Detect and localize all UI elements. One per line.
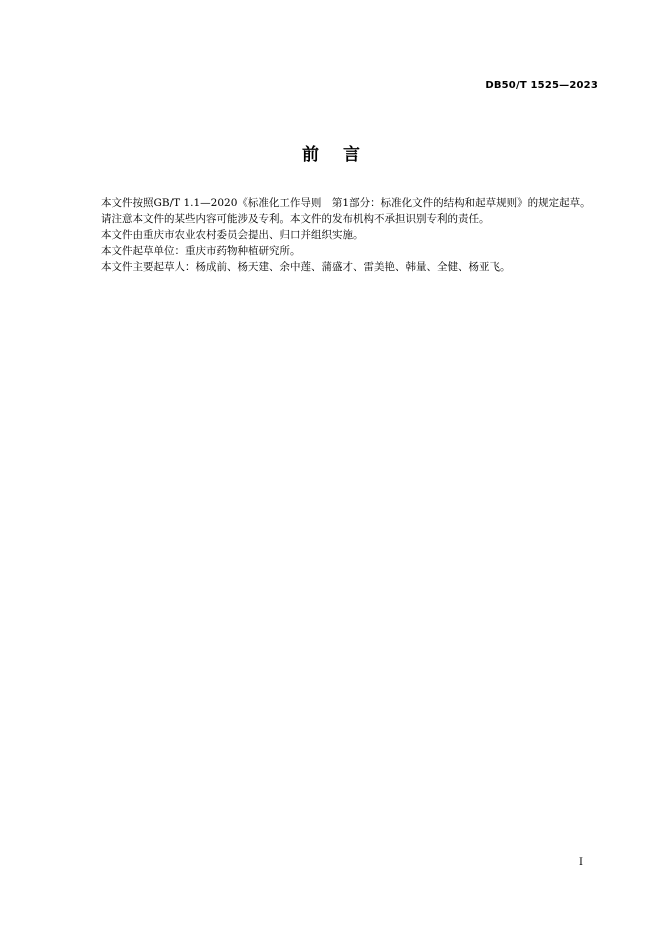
paragraph-proposer: 本文件由重庆市农业农村委员会提出、归口并组织实施。 — [101, 229, 364, 241]
paragraph-patent-notice: 请注意本文件的某些内容可能涉及专利。本文件的发布机构不承担识别专利的责任。 — [101, 213, 490, 225]
paragraph-drafting-rules: 本文件按照GB/T 1.1—2020《标准化工作导则 第1部分：标准化文件的结构和起草规则》的规定起草。 — [101, 197, 591, 209]
standard-code: DB50/T 1525—2023 — [485, 80, 598, 91]
page-number: I — [579, 857, 583, 868]
foreword-body — [80, 195, 600, 275]
paragraph-drafters: 本文件主要起草人：杨成前、杨天建、余中莲、蒲盛才、雷美艳、韩量、全健、杨亚飞。 — [101, 261, 511, 273]
paragraph-drafting-unit: 本文件起草单位：重庆市药物种植研究所。 — [101, 245, 301, 257]
page-title: 前言 — [302, 145, 384, 165]
